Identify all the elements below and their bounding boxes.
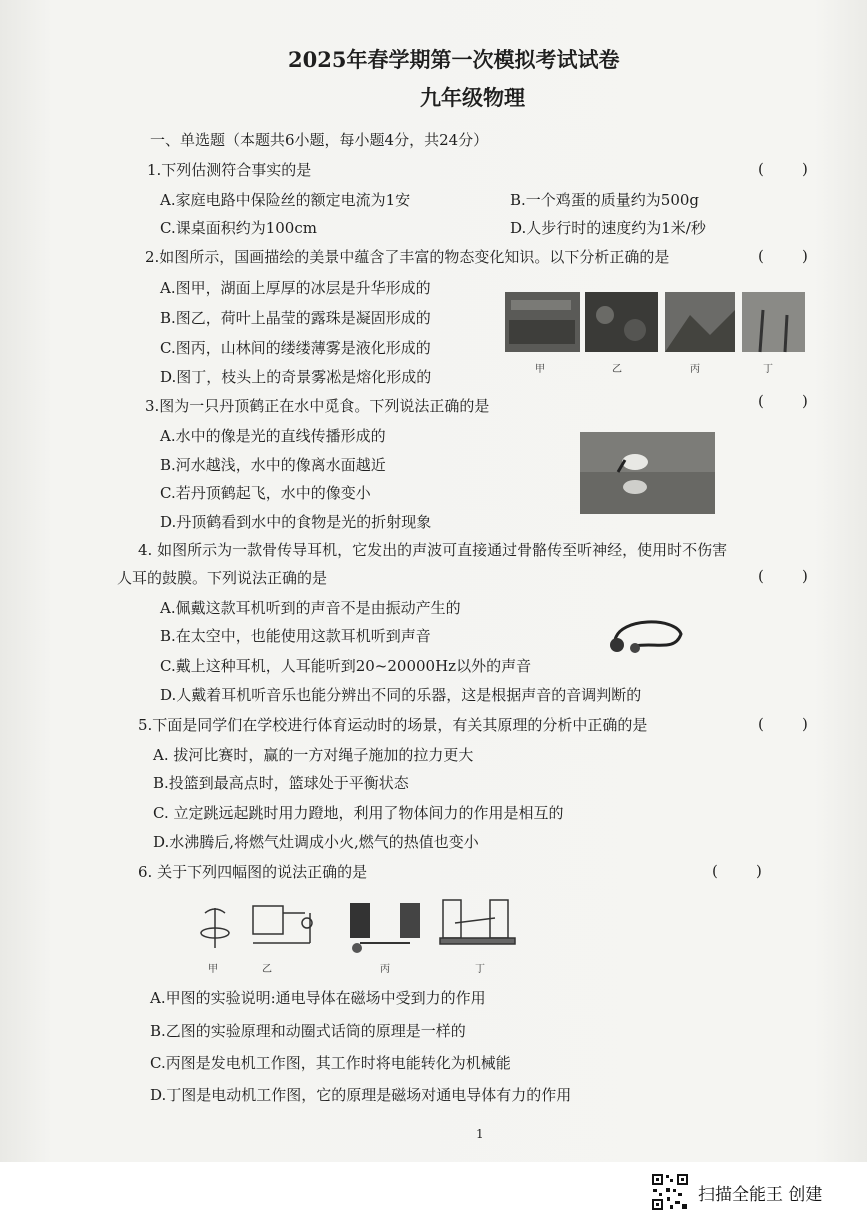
diagram-jia (201, 908, 229, 948)
q2-option-d: D.图丁，枝头上的奇景雾凇是熔化形成的 (160, 368, 432, 386)
answer-bracket: ( ) (758, 392, 808, 410)
q4-option-a: A.佩戴这款耳机听到的声音不是由振动产生的 (160, 599, 461, 617)
q5-option-c: C. 立定跳远起跳时用力蹬地，利用了物体间力的作用是相互的 (153, 804, 564, 822)
question-3-stem: 3.图为一只丹顶鹤正在水中觅食。下列说法正确的是 (145, 397, 490, 415)
diagram-yi (253, 906, 312, 943)
question-6-stem: 6. 关于下列四幅图的说法正确的是 (138, 863, 368, 881)
answer-bracket: ( ) (712, 862, 762, 880)
answer-bracket: ( ) (758, 715, 808, 733)
q1-option-a: A.家庭电路中保险丝的额定电流为1安 (160, 191, 411, 209)
q3-option-a: A.水中的像是光的直线传播形成的 (160, 427, 386, 445)
q6-caption-ding: 丁 (475, 964, 485, 975)
q2-caption-yi: 乙 (612, 364, 622, 375)
q6-diagrams-figure (195, 888, 525, 963)
q2-paintings-figure (505, 290, 805, 355)
painting-ding (742, 292, 805, 352)
q2-option-c: C.图丙，山林间的缕缕薄雾是液化形成的 (160, 339, 431, 357)
q6-option-d: D.丁图是电动机工作图，它的原理是磁场对通电导体有力的作用 (150, 1086, 572, 1104)
q1-option-b: B.一个鸡蛋的质量约为500g (510, 191, 700, 209)
q6-caption-bing: 丙 (380, 964, 390, 975)
q2-option-a: A.图甲，湖面上厚厚的冰层是升华形成的 (160, 279, 431, 297)
q3-option-d: D.丹顶鹤看到水中的食物是光的折射现象 (160, 513, 432, 531)
crane-photo (580, 432, 715, 514)
question-4-stem-line2: 人耳的鼓膜。下列说法正确的是 (117, 569, 328, 587)
q3-option-b: B.河水越浅，水中的像离水面越近 (160, 456, 386, 474)
q4-option-c: C.戴上这种耳机，人耳能听到20~20000Hz以外的声音 (160, 657, 532, 675)
q3-option-c: C.若丹顶鹤起飞，水中的像变小 (160, 484, 371, 502)
q6-option-b: B.乙图的实验原理和动圈式话筒的原理是一样的 (150, 1022, 466, 1040)
answer-bracket: ( ) (758, 160, 808, 178)
q6-option-c: C.丙图是发电机工作图，其工作时将电能转化为机械能 (150, 1054, 511, 1072)
q5-option-a: A. 拔河比赛时，赢的一方对绳子施加的拉力更大 (153, 746, 474, 764)
scanner-brand-label: 扫描全能王 创建 (698, 1185, 823, 1205)
q5-option-b: B.投篮到最高点时，篮球处于平衡状态 (153, 774, 409, 792)
q1-option-c: C.课桌面积约为100cm (160, 219, 317, 237)
question-4-stem-line1: 4. 如图所示为一款骨传导耳机，它发出的声波可直接通过骨骼传至听神经，使用时不伤害 (138, 541, 728, 559)
headphone-icon (605, 612, 685, 662)
answer-bracket: ( ) (758, 247, 808, 265)
q2-caption-bing: 丙 (690, 364, 700, 375)
painting-yi (585, 292, 658, 352)
q6-caption-yi: 乙 (262, 964, 272, 975)
qr-code-icon (651, 1173, 689, 1211)
diagram-bing (350, 903, 420, 953)
q2-option-b: B.图乙，荷叶上晶莹的露珠是凝固形成的 (160, 309, 431, 327)
exam-title: 2025年春学期第一次模拟考试试卷 (288, 47, 620, 72)
question-1-stem: 1.下列估测符合事实的是 (147, 161, 312, 179)
q6-caption-jia: 甲 (208, 964, 218, 975)
page-number: 1 (476, 1127, 484, 1141)
question-5-stem: 5.下面是同学们在学校进行体育运动时的场景，有关其原理的分析中正确的是 (138, 716, 648, 734)
answer-bracket: ( ) (758, 567, 808, 585)
q4-option-b: B.在太空中，也能使用这款耳机听到声音 (160, 627, 431, 645)
diagram-ding (440, 900, 515, 944)
q5-option-d: D.水沸腾后,将燃气灶调成小火,燃气的热值也变小 (153, 833, 479, 851)
q4-option-d: D.人戴着耳机听音乐也能分辨出不同的乐器，这是根据声音的音调判断的 (160, 686, 642, 704)
q6-option-a: A.甲图的实验说明:通电导体在磁场中受到力的作用 (150, 989, 486, 1007)
section-heading: 一、单选题（本题共6小题，每小题4分，共24分） (150, 131, 489, 149)
exam-subtitle: 九年级物理 (420, 85, 525, 110)
q2-caption-ding: 丁 (763, 364, 773, 375)
q2-caption-jia: 甲 (535, 364, 545, 375)
question-2-stem: 2.如图所示，国画描绘的美景中蕴含了丰富的物态变化知识。以下分析正确的是 (145, 248, 670, 266)
q1-option-d: D.人步行时的速度约为1米/秒 (510, 219, 706, 237)
